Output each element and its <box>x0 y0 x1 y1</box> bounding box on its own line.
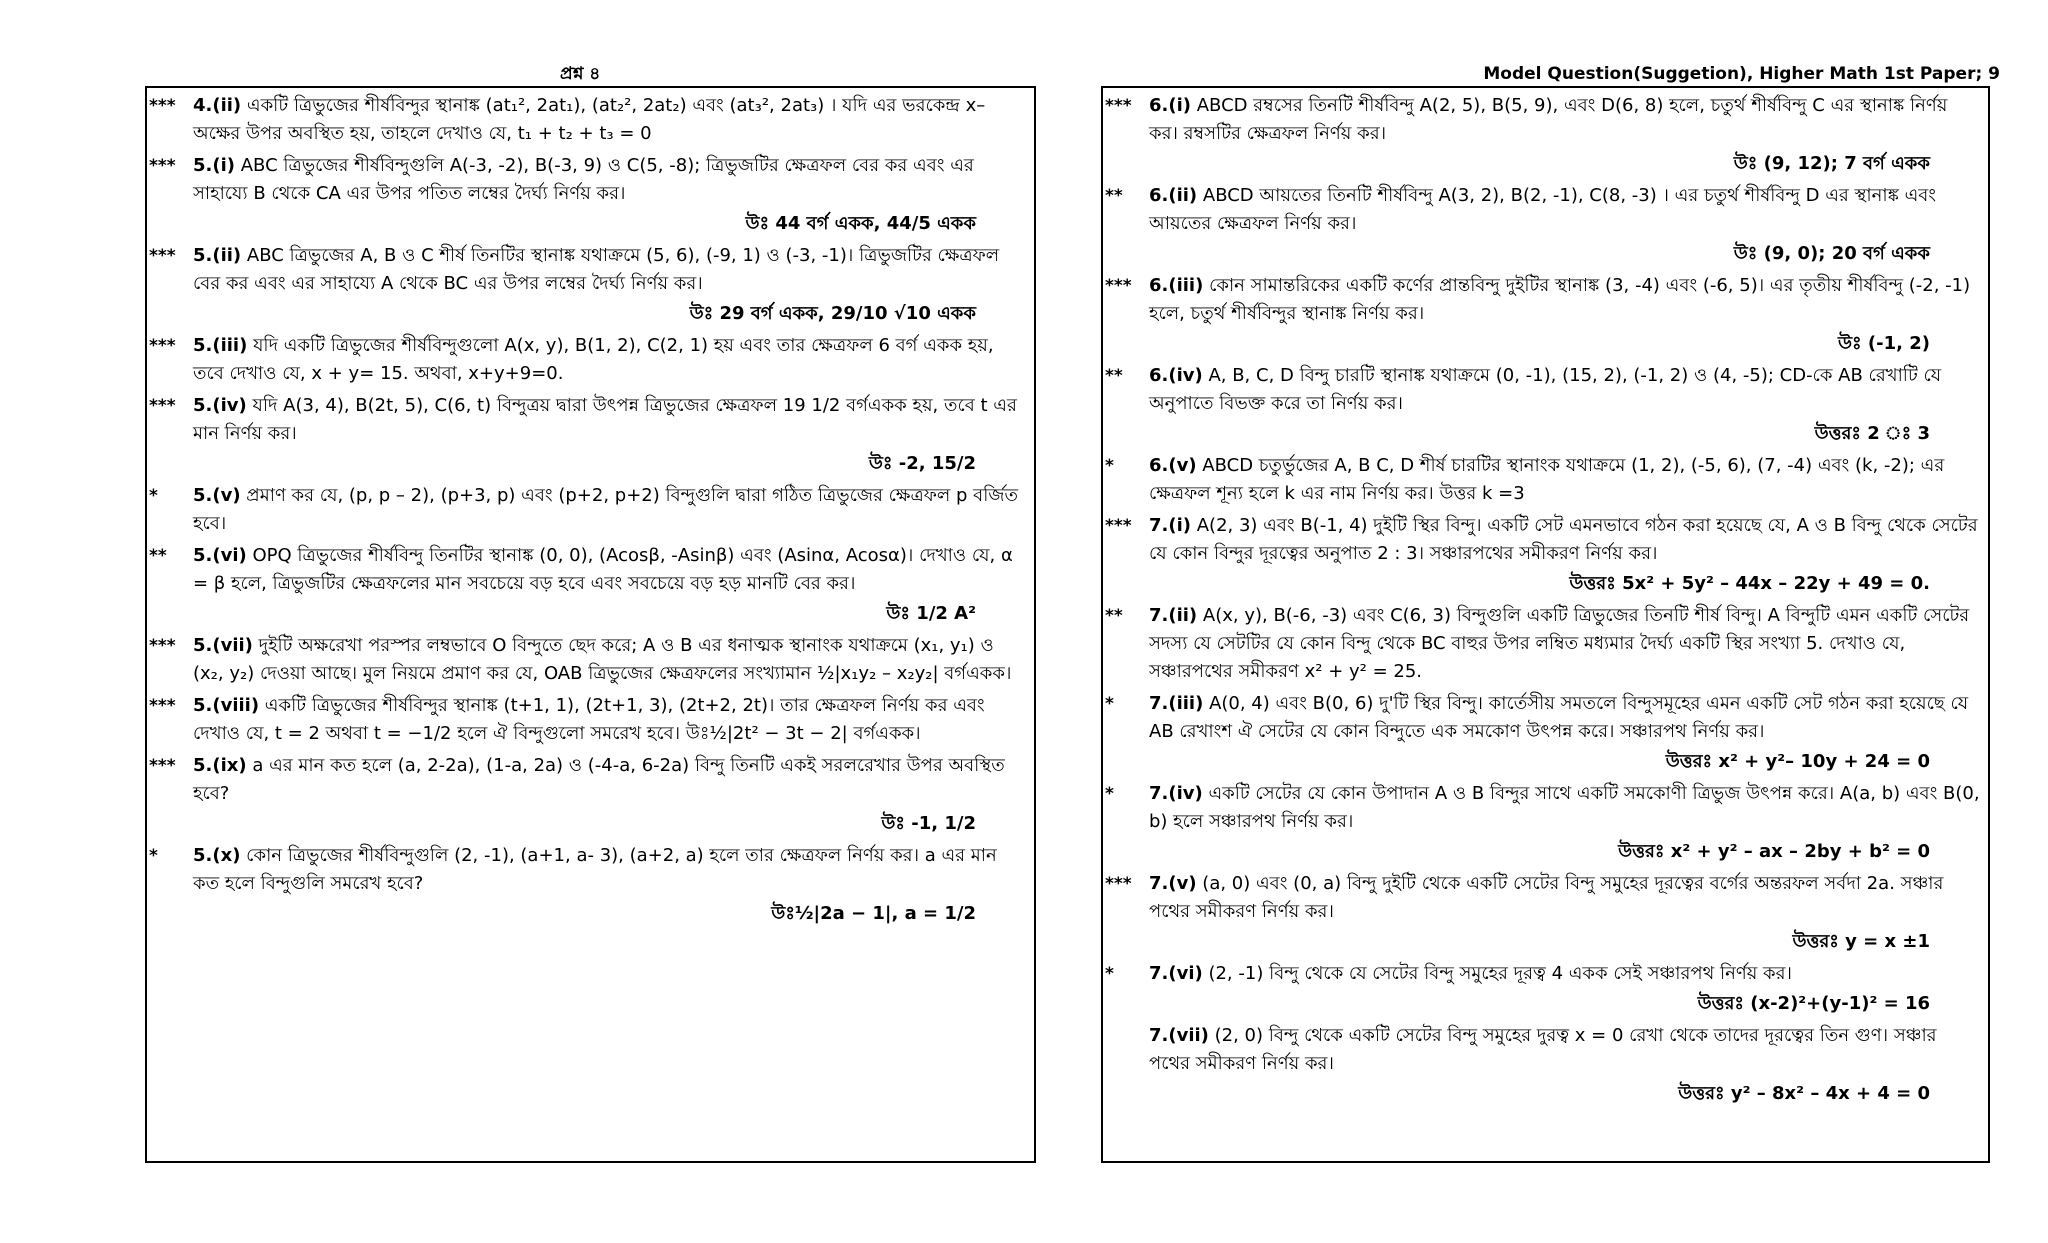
answer-text: উঃ½|2a − 1|, a = 1/2 <box>771 903 976 924</box>
question-text: OPQ ত্রিভুজের শীর্ষবিন্দু তিনটির স্থানাঙ্ক (0, 0), (Acosβ, -Asinβ) এবং (Asinα, Acosα)। দেখাও যে, α = β হলে, ত্রিভুজটির ক্ষেত্রফলের মান সবচেয়ে বড় হবে এবং সবচেয়ে বড় হড় মানটি বের কর। <box>193 545 1013 594</box>
answer-text: উঃ (9, 0); 20 বর্গ একক <box>1733 243 1930 264</box>
question-item <box>147 332 1034 388</box>
question-item <box>1103 1022 1988 1108</box>
question-item <box>147 482 1034 538</box>
question-number: 5.(x) <box>193 845 241 866</box>
question-item <box>147 632 1034 688</box>
question-text: A, B, C, D বিন্দু চারটি স্থানাঙ্ক যথাক্রমে (0, -1), (15, 2), (-1, 2) ও (4, -5); CD-কে AB রেখাটি যে অনুপাতে বিভক্ত করে তা নির্ণয় কর। <box>1149 365 1942 414</box>
question-text: ABC ত্রিভুজের শীর্ষবিন্দুগুলি A(-3, -2), B(-3, 9) ও C(5, -8); ত্রিভুজটির ক্ষেত্রফল বের কর এবং এর সাহায্যে B থেকে CA এর উপর পতিত লম্বের দৈর্ঘ্য নির্ণয় কর। <box>193 155 974 204</box>
question-number: 5.(ix) <box>193 755 247 776</box>
importance-stars: ** <box>1105 186 1123 206</box>
importance-stars: *** <box>149 96 176 116</box>
question-item <box>147 92 1034 148</box>
question-text: ABCD চতুর্ভুজের A, B C, D শীর্ষ চারটির স্থানাংক যথাক্রমে (1, 2), (-5, 6), (7, -4) এবং (k, -2); এর ক্ষেত্রফল শূন্য হলে k এর নাম নির্ণয় কর। উত্তর k =3 <box>1149 455 1945 504</box>
question-item <box>147 542 1034 628</box>
question-text: একটি সেটের যে কোন উপাদান A ও B বিন্দুর সাথে একটি সমকোণী ত্রিভুজ উৎপন্ন করে। A(a, b) এবং B(0, b) হলে সঞ্চারপথ নির্ণয় কর। <box>1149 783 1980 832</box>
question-number: 6.(iv) <box>1149 365 1203 386</box>
question-number: 5.(ii) <box>193 245 242 266</box>
question-item <box>1103 870 1988 956</box>
importance-stars: ** <box>149 546 167 566</box>
importance-stars: *** <box>1105 874 1132 894</box>
question-number: 7.(ii) <box>1149 605 1198 626</box>
importance-stars: * <box>149 846 158 866</box>
question-number: 4.(ii) <box>193 95 242 116</box>
question-number: 5.(vi) <box>193 545 247 566</box>
question-item <box>1103 960 1988 1018</box>
question-text: (2, -1) বিন্দু থেকে যে সেটের বিন্দু সমুহের দূরত্ব 4 একক সেই সঞ্চারপথ নির্ণয় কর। <box>1208 963 1792 984</box>
question-text: A(0, 4) এবং B(0, 6) দু'টি স্থির বিন্দু। কার্তেসীয় সমতলে বিন্দুসমূহের এমন একটি সেট গঠন করা হয়েছে যে AB রেখাংশ ঐ সেটের যে কোন বিন্দুতে এক সমকোণ উৎপন্ন করে। সঞ্চারপথ নির্ণয় কর। <box>1149 693 1969 742</box>
page-header-right: Model Question(Suggetion), Higher Math 1st Paper; 9 <box>1483 64 2000 84</box>
answer-text: উঃ 1/2 A² <box>886 603 976 624</box>
question-text: A(2, 3) এবং B(-1, 4) দুইটি স্থির বিন্দু। একটি সেট এমনভাবে গঠন করা হয়েছে যে, A ও B বিন্দু থেকে সেটের যে কোন বিন্দুর দূরত্বের অনুপাত 2 : 3। সঞ্চারপথের সমীকরণ নির্ণয় কর। <box>1149 515 1978 564</box>
question-text: দুইটি অক্ষরেখা পরস্পর লম্বভাবে O বিন্দুতে ছেদ করে; A ও B এর ধনাত্মক স্থানাংক যথাক্রমে (x₁, y₁) ও (x₂, y₂) দেওয়া আছে। মুল নিয়মে প্রমাণ কর যে, OAB ত্রিভুজের ক্ষেত্রফলের সংখ্যামান ½|x₁y₂ – x₂y₂| বর্গএকক। <box>193 635 1012 684</box>
question-text: ABC ত্রিভুজের A, B ও C শীর্ষ তিনটির স্থানাঙ্ক যথাক্রমে (5, 6), (-9, 1) ও (-3, -1)। ত্রিভুজটির ক্ষেত্রফল বের কর এবং এর সাহায্যে A থেকে BC এর উপর লম্বের দৈর্ঘ্য নির্ণয় কর। <box>193 245 1000 294</box>
question-number: 6.(ii) <box>1149 185 1198 206</box>
importance-stars: *** <box>149 156 176 176</box>
answer-text: উঃ -2, 15/2 <box>868 453 976 474</box>
importance-stars: * <box>1105 784 1114 804</box>
question-item <box>147 152 1034 238</box>
question-text: a এর মান কত হলে (a, 2-2a), (1-a, 2a) ও (-4-a, 6-2a) বিন্দু তিনটি একই সরলরেখার উপর অবস্থিত হবে? <box>193 755 1005 804</box>
question-item <box>1103 272 1988 358</box>
answer-text: উঃ (9, 12); 7 বর্গ একক <box>1733 153 1930 174</box>
importance-stars: *** <box>149 636 176 656</box>
question-text: যদি A(3, 4), B(2t, 5), C(6, t) বিন্দুত্রয় দ্বারা উৎপন্ন ত্রিভুজের ক্ষেত্রফল 19 1/2 বর্গএকক হয়, তবে t এর মান নির্ণয় কর। <box>193 395 1017 444</box>
question-number: 5.(viii) <box>193 695 260 716</box>
question-item <box>1103 452 1988 508</box>
question-text: ABCD আয়তের তিনটি শীর্ষবিন্দু A(3, 2), B(2, -1), C(8, -3) । এর চতুর্থ শীর্ষবিন্দু D এর স্থানাঙ্ক এবং আয়তের ক্ষেত্রফল নির্ণয় কর। <box>1149 185 1937 234</box>
question-text: যদি একটি ত্রিভুজের শীর্ষবিন্দুগুলো A(x, y), B(1, 2), C(2, 1) হয় এবং তার ক্ষেত্রফল 6 বর্গ একক হয়, তবে দেখাও যে, x + y= 15. অথবা, x+y+9=0. <box>193 335 994 384</box>
right-question-column <box>1101 86 1990 1163</box>
question-number: 5.(iii) <box>193 335 248 356</box>
question-number: 5.(iv) <box>193 395 247 416</box>
importance-stars: *** <box>1105 516 1132 536</box>
importance-stars: *** <box>149 756 176 776</box>
question-text: প্রমাণ কর যে, (p, p – 2), (p+3, p) এবং (p+2, p+2) বিন্দুগুলি দ্বারা গঠিত ত্রিভুজের ক্ষেত্রফল p বর্জিত হবে। <box>193 485 1018 534</box>
answer-text: উত্তরঃ y = x ±1 <box>1792 931 1930 952</box>
importance-stars: *** <box>1105 276 1132 296</box>
question-item <box>1103 602 1988 686</box>
importance-stars: *** <box>149 246 176 266</box>
importance-stars: *** <box>1105 96 1132 116</box>
answer-text: উত্তরঃ x² + y²– 10y + 24 = 0 <box>1665 751 1930 772</box>
question-item <box>1103 92 1988 178</box>
question-number: 7.(iv) <box>1149 783 1203 804</box>
answer-text: উঃ -1, 1/2 <box>881 813 976 834</box>
question-item <box>147 392 1034 478</box>
question-number: 6.(iii) <box>1149 275 1204 296</box>
question-number: 5.(v) <box>193 485 241 506</box>
question-text: A(x, y), B(-6, -3) এবং C(6, 3) বিন্দুগুলি একটি ত্রিভুজের তিনটি শীর্ষ বিন্দু। A বিন্দুটি এমন একটি সেটের সদস্য যে সেটটির যে কোন বিন্দু থেকে BC বাহুর উপর লম্বিত মধ্যমার দৈর্ঘ্য একটি স্থির সংখ্যা 5. দেখাও যে, সঞ্চারপথের সমীকরণ x² + y² = 25. <box>1149 605 1970 682</box>
question-text: (a, 0) এবং (0, a) বিন্দু দুইটি থেকে একটি সেটের বিন্দু সমুহের দূরত্বের বর্গের অন্তরফল সর্বদা 2a. সঞ্চার পথের সমীকরণ নির্ণয় কর। <box>1149 873 1944 922</box>
question-text: একটি ত্রিভুজের শীর্ষবিন্দুর স্থানাঙ্ক (t+1, 1), (2t+1, 3), (2t+2, 2t)। তার ক্ষেত্রফল নির্ণয় কর এবং দেখাও যে, t = 2 অথবা t = −1/2 হলে ঐ বিন্দুগুলো সমরেখ হবে। উঃ½|2t² − 3t − 2| বর্গএকক। <box>193 695 985 744</box>
importance-stars: * <box>149 486 158 506</box>
question-number: 7.(vii) <box>1149 1025 1209 1046</box>
question-text: কোন সামান্তরিকের একটি কর্ণের প্রান্তবিন্দু দুইটির স্থানাঙ্ক (3, -4) এবং (-6, 5)। এর তৃতীয় শীর্ষবিন্দু (-2, -1) হলে, চতুর্থ শীর্ষবিন্দুর স্থানাঙ্ক নির্ণয় কর। <box>1149 275 1971 324</box>
question-text: (2, 0) বিন্দু থেকে একটি সেটের বিন্দু সমুহের দুরত্ব x = 0 রেখা থেকে তাদের দূরত্বের তিন গুণ। সঞ্চার পথের সমীকরণ নির্ণয় কর। <box>1149 1025 1937 1074</box>
question-text: একটি ত্রিভুজের শীর্ষবিন্দুর স্থানাঙ্ক (at₁², 2at₁), (at₂², 2at₂) এবং (at₃², 2at₃) । যদি এর ভরকেন্দ্র x–অক্ষের উপর অবস্থিত হয়, তাহলে দেখাও যে, t₁ + t₂ + t₃ = 0 <box>193 95 986 144</box>
importance-stars: * <box>1105 964 1114 984</box>
answer-text: উত্তরঃ 2 ঃ 3 <box>1814 423 1930 444</box>
importance-stars: ** <box>1105 606 1123 626</box>
importance-stars: ** <box>1105 366 1123 386</box>
importance-stars: *** <box>149 696 176 716</box>
question-item <box>1103 780 1988 866</box>
question-text: কোন ত্রিভুজের শীর্ষবিন্দুগুলি (2, -1), (a+1, a- 3), (a+2, a) হলে তার ক্ষেত্রফল নির্ণয় কর। a এর মান কত হলে বিন্দুগুলি সমরেখ হবে? <box>193 845 997 894</box>
importance-stars: * <box>1105 456 1114 476</box>
left-question-column <box>145 86 1036 1163</box>
answer-text: উঃ (-1, 2) <box>1838 333 1930 354</box>
importance-stars: *** <box>149 396 176 416</box>
answer-text: উত্তরঃ 5x² + 5y² – 44x – 22y + 49 = 0. <box>1569 573 1930 594</box>
question-number: 7.(vi) <box>1149 963 1203 984</box>
question-number: 7.(i) <box>1149 515 1191 536</box>
question-item <box>147 692 1034 748</box>
question-item <box>1103 690 1988 776</box>
importance-stars: * <box>1105 694 1114 714</box>
importance-stars: *** <box>149 336 176 356</box>
question-item <box>1103 362 1988 448</box>
question-number: 5.(vii) <box>193 635 253 656</box>
question-number: 5.(i) <box>193 155 235 176</box>
answer-text: উত্তরঃ (x-2)²+(y-1)² = 16 <box>1697 993 1930 1014</box>
question-item <box>147 242 1034 328</box>
question-item <box>147 752 1034 838</box>
answer-text: উত্তরঃ y² – 8x² – 4x + 4 = 0 <box>1678 1083 1930 1104</box>
answer-text: উঃ 29 বর্গ একক, 29/10 √10 একক <box>689 303 976 324</box>
question-number: 6.(i) <box>1149 95 1191 116</box>
answer-text: উত্তরঃ x² + y² – ax – 2by + b² = 0 <box>1618 841 1930 862</box>
question-item <box>1103 182 1988 268</box>
question-text: ABCD রম্বসের তিনটি শীর্ষবিন্দু A(2, 5), B(5, 9), এবং D(6, 8) হলে, চতুর্থ শীর্ষবিন্দু C এর স্থানাঙ্ক নির্ণয় কর। রম্বসটির ক্ষেত্রফল নির্ণয় কর। <box>1149 95 1948 144</box>
page-header-left: প্রশ্ন ৪ <box>560 64 601 84</box>
question-item <box>1103 512 1988 598</box>
question-number: 7.(v) <box>1149 873 1197 894</box>
answer-text: উঃ 44 বর্গ একক, 44/5 একক <box>745 213 976 234</box>
question-number: 7.(iii) <box>1149 693 1204 714</box>
question-number: 6.(v) <box>1149 455 1197 476</box>
question-item <box>147 842 1034 928</box>
